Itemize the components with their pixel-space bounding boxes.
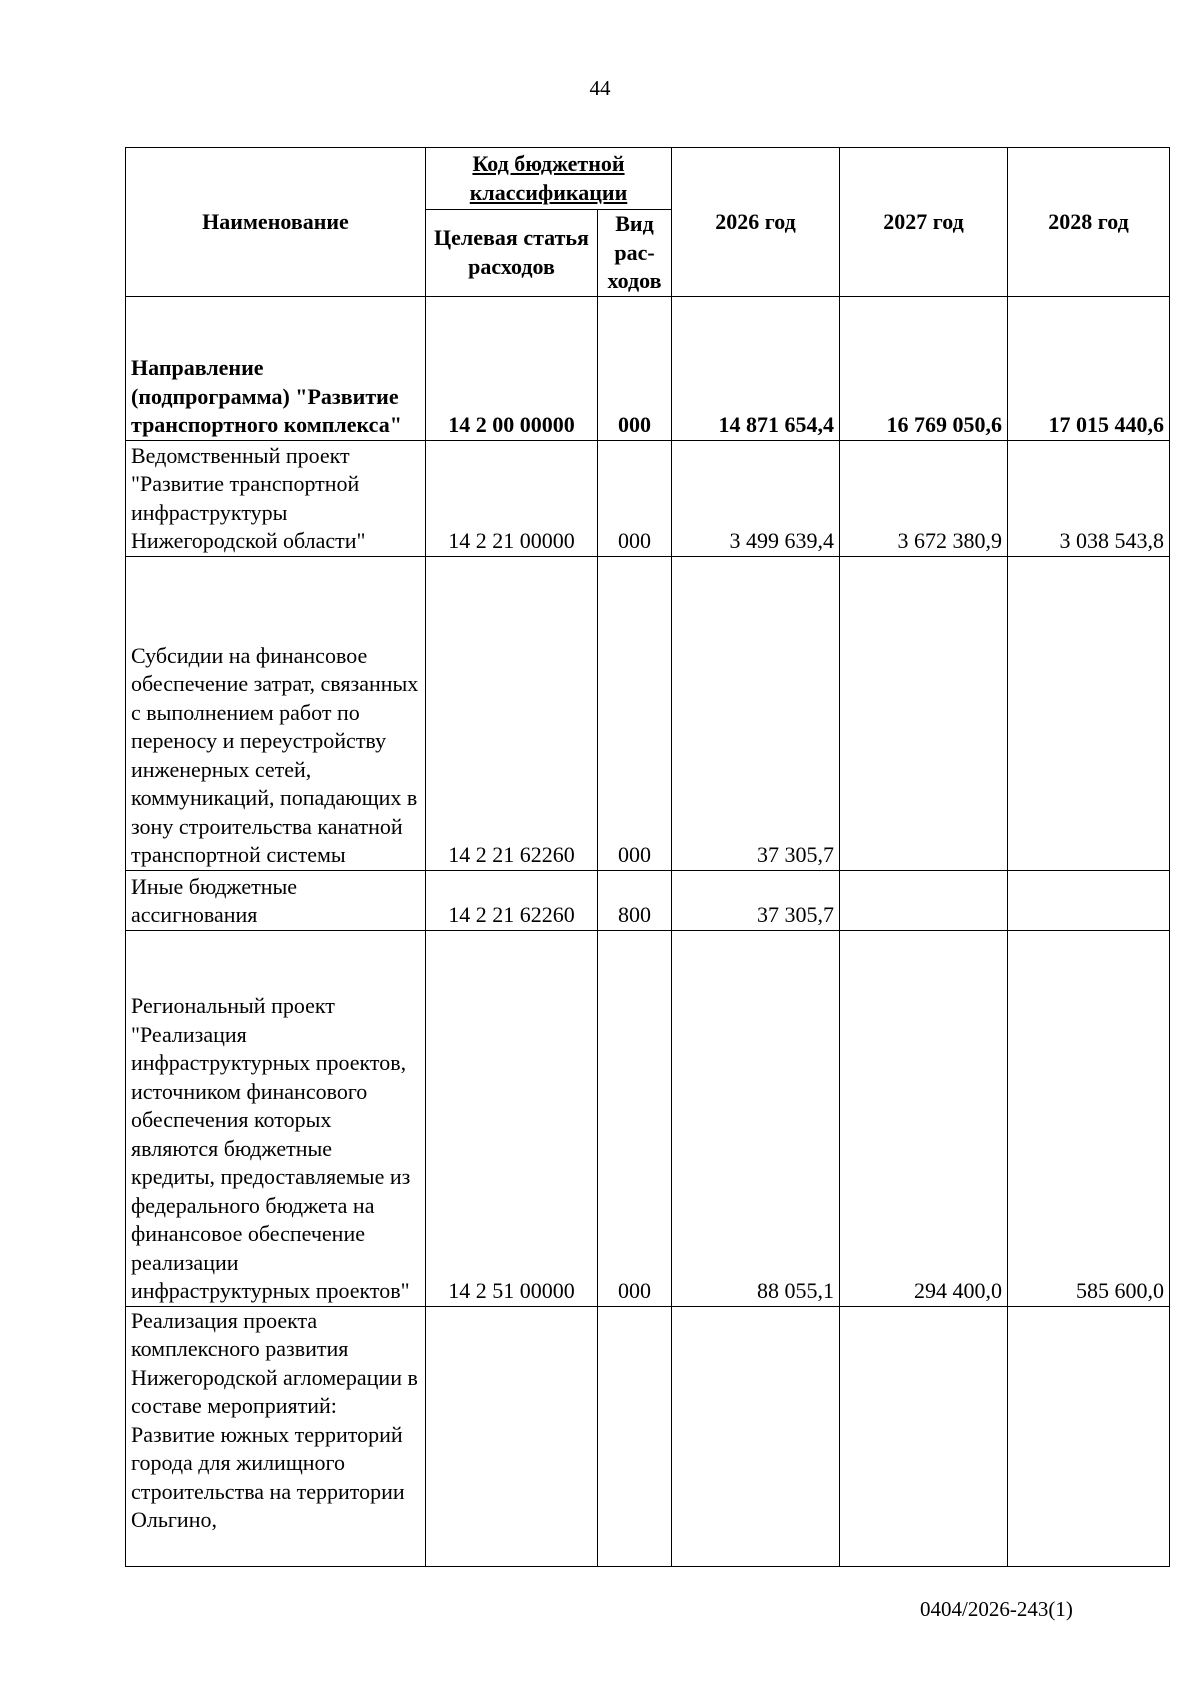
header-kbk-group: Код бюджетной классификации [426,148,672,210]
row-expense-kind: 000 [598,296,672,440]
row-target-article: 14 2 21 62260 [426,556,598,870]
table-row [126,1306,1170,1566]
row-2026: 37 305,7 [672,870,840,930]
row-name: Реализация проекта комплексного развития Нижегородской агломерации в составе мероприятий: Развитие южных территорий города для жилищного строительства на территории Ольгино, [126,1306,426,1566]
table-row [126,556,1170,870]
row-expense-kind: 000 [598,930,672,1306]
table-row [126,930,1170,1306]
row-2026: 88 055,1 [672,930,840,1306]
row-name: Направление (подпрограмма) "Развитие транспортного комплекса" [126,296,426,440]
page-number: 44 [589,76,611,100]
row-2028 [1008,1306,1170,1566]
row-2026: 3 499 639,4 [672,440,840,556]
row-2027 [840,1306,1008,1566]
row-2026 [672,1306,840,1566]
row-2027: 294 400,0 [840,930,1008,1306]
row-2028 [1008,556,1170,870]
row-target-article: 14 2 21 62260 [426,870,598,930]
row-target-article: 14 2 21 00000 [426,440,598,556]
row-expense-kind: 000 [598,556,672,870]
header-expense-kind: Вид рас-ходов [598,210,672,297]
table-header [126,148,1170,297]
header-2027: 2027 год [840,148,1008,297]
row-2028: 585 600,0 [1008,930,1170,1306]
row-2027 [840,556,1008,870]
row-expense-kind [598,1306,672,1566]
table-row [126,870,1170,930]
row-2027: 16 769 050,6 [840,296,1008,440]
row-expense-kind: 000 [598,440,672,556]
row-2028 [1008,870,1170,930]
row-expense-kind: 800 [598,870,672,930]
row-target-article: 14 2 00 00000 [426,296,598,440]
header-2028: 2028 год [1008,148,1170,297]
row-2027: 3 672 380,9 [840,440,1008,556]
row-name: Ведомственный проект "Развитие транспортной инфраструктуры Нижегородской области" [126,440,426,556]
row-2028: 3 038 543,8 [1008,440,1170,556]
row-name: Иные бюджетные ассигнования [126,870,426,930]
header-2026: 2026 год [672,148,840,297]
row-2028: 17 015 440,6 [1008,296,1170,440]
row-2027 [840,870,1008,930]
row-name: Региональный проект "Реализация инфраструктурных проектов, источником финансового обеспечения которых являются бюджетные кредиты, предоставляемые из федерального бюджета на финансовое обеспечение реализации инфраструктурных проектов" [126,930,426,1306]
row-2026: 14 871 654,4 [672,296,840,440]
budget-table [125,147,1170,1567]
row-target-article: 14 2 51 00000 [426,930,598,1306]
document-id: 0404/2026-243(1) [920,1597,1073,1621]
row-name: Субсидии на финансовое обеспечение затрат, связанных с выполнением работ по переносу и переустройству инженерных сетей, коммуникаций, попадающих в зону строительства канатной транспортной системы [126,556,426,870]
row-target-article [426,1306,598,1566]
table-row [126,296,1170,440]
header-target-article: Целевая статья расходов [426,210,598,297]
header-name: Наименование [126,148,426,297]
row-2026: 37 305,7 [672,556,840,870]
table-row [126,440,1170,556]
